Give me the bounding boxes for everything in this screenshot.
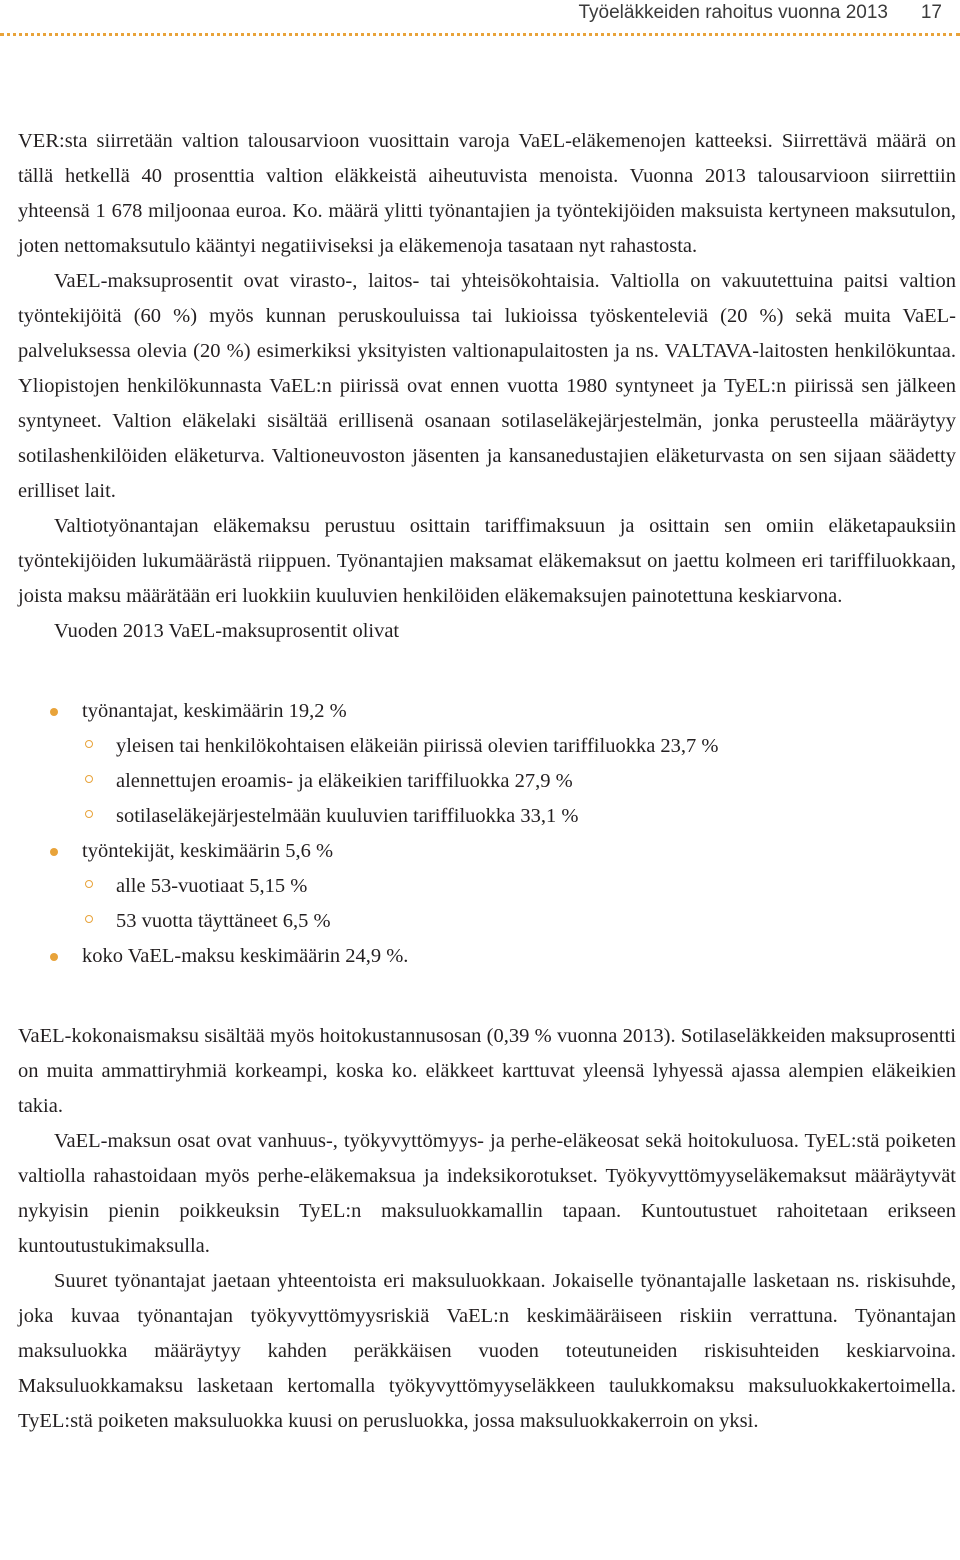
paragraph: VaEL-kokonaismaksu sisältää myös hoitokustannusosan (0,39 % vuonna 2013). Sotilaseläkkeiden maksuprosentti on muita ammattiryhmiä korkeampi, koska ko. eläkkeet karttuvat yleensä lyhyessä ajassa alempien eläkeikien takia.	[18, 1025, 956, 1117]
list-item	[18, 939, 956, 974]
sub-list-item-text: sotilaseläkejärjestelmään kuuluvien tariffiluokka 33,1 %	[116, 805, 579, 827]
bullet-ring-icon	[85, 775, 93, 783]
list-item-text: koko VaEL-maksu keskimäärin 24,9 %.	[82, 945, 409, 967]
sub-list-item-text: 53 vuotta täyttäneet 6,5 %	[116, 910, 331, 932]
running-header	[0, 0, 960, 34]
list-item-text: työnantajat, keskimäärin 19,2 %	[82, 700, 347, 722]
sub-list-item	[82, 799, 956, 834]
bullet-ring-icon	[85, 880, 93, 888]
paragraph: VaEL-maksuprosentit ovat virasto-, laitos- tai yhteisökohtaisia. Valtiolla on vakuutettuina paitsi valtion työntekijöitä (60 %) myös kunnan peruskouluissa tai lukioissa työskenteleviä (20 %) sekä muita VaEL-palveluksessa olevia (20 %) esimerkiksi yksityisten valtionapulaitosten ja ns. VALTAVA-laitosten henkilökuntaa. Yliopistojen henkilökunnasta VaEL:n piirissä ovat ennen vuotta 1980 syntyneet ja TyEL:n piirissä sen jälkeen syntyneet. Valtion eläkelaki sisältää erillisenä osanaan sotilaseläkejärjestelmän, jonka perusteella määräytyy sotilashenkilöiden eläketurva. Valtioneuvoston jäsenten ja kansanedustajien eläketurvasta on sen sijaan säädetty erilliset lait.	[18, 270, 956, 502]
bullet-ring-icon	[85, 810, 93, 818]
paragraph: Valtiotyönantajan eläkemaksu perustuu osittain tariffimaksuun ja osittain sen omiin eläketapauksiin työntekijöiden lukumäärästä riippuen. Työnantajien maksamat eläkemaksut on jaettu kolmeen eri tariffiluokkaan, joista maksu määrätään eri luokkiin kuuluvien henkilöiden eläkemaksujen painotettuna keskiarvona.	[18, 515, 956, 607]
paragraph: VER:sta siirretään valtion talousarvioon vuosittain varoja VaEL-eläkemenojen katteeksi. Siirrettävä määrä on tällä hetkellä 40 prosenttia valtion eläkkeistä aiheutuvista menoista. Vuonna 2013 talousarvioon siirrettiin yhteensä 1 678 miljoonaa euroa. Ko. määrä ylitti työnantajien ja työntekijöiden maksuista kertyneen maksutulon, joten nettomaksutulo kääntyi negatiiviseksi ja eläkemenoja tasataan nyt rahastosta.	[18, 130, 956, 257]
bullet-ring-icon	[85, 915, 93, 923]
header-title: Työeläkkeiden rahoitus vuonna 2013	[578, 2, 888, 23]
sub-list-item	[82, 764, 956, 799]
paragraph: Suuret työnantajat jaetaan yhteentoista eri maksuluokkaan. Jokaiselle työnantajalle lasketaan ns. riskisuhde, joka kuvaa työnantajan työkyvyttömyysriskiä VaEL:n keskimääräiseen riskiin verrattuna. Työnantajan maksuluokka määräytyy kahden peräkkäisen vuoden toteutuneiden riskisuhteiden keskiarvoina. Maksuluokkamaksu lasketaan kertomalla työkyvyttömyyseläkkeen taulukkomaksu maksuluokkakertoimella. TyEL:stä poiketen maksuluokka kuusi on perusluokka, jossa maksuluokkakerroin on yksi.	[18, 1270, 956, 1432]
sub-list	[82, 729, 956, 834]
sub-list-item-text: alle 53-vuotiaat 5,15 %	[116, 875, 308, 897]
sub-list-item-text: yleisen tai henkilökohtaisen eläkeiän piirissä olevien tariffiluokka 23,7 %	[116, 735, 719, 757]
paragraph: VaEL-maksun osat ovat vanhuus-, työkyvyttömyys- ja perhe-eläkeosat sekä hoitokuluosa. TyEL:stä poiketen valtiolla rahastoidaan myös perhe-eläkemaksua ja indeksikorotukset. Työkyvyttömyyseläkemaksut määräytyvät nykyisin pienin poikkeuksin TyEL:n maksuluokkamallin tapaan. Kuntoutustuet rahoitetaan erikseen kuntoutustukimaksulla.	[18, 1130, 956, 1257]
bullet-dot-icon	[50, 708, 58, 716]
paragraph: Vuoden 2013 VaEL-maksuprosentit olivat	[54, 620, 400, 642]
header-dotted-rule	[0, 33, 960, 36]
bullet-ring-icon	[85, 740, 93, 748]
sub-list-item	[82, 904, 956, 939]
rates-list	[18, 694, 956, 974]
sub-list	[82, 869, 956, 939]
bullet-dot-icon	[50, 848, 58, 856]
list-item	[18, 694, 956, 834]
sub-list-item	[82, 729, 956, 764]
list-item-text: työntekijät, keskimäärin 5,6 %	[82, 840, 334, 862]
sub-list-item	[82, 869, 956, 904]
bullet-dot-icon	[50, 953, 58, 961]
page-number: 17	[920, 2, 942, 23]
body-text	[18, 124, 956, 1439]
list-item	[18, 834, 956, 939]
sub-list-item-text: alennettujen eroamis- ja eläkeikien tariffiluokka 27,9 %	[116, 770, 573, 792]
